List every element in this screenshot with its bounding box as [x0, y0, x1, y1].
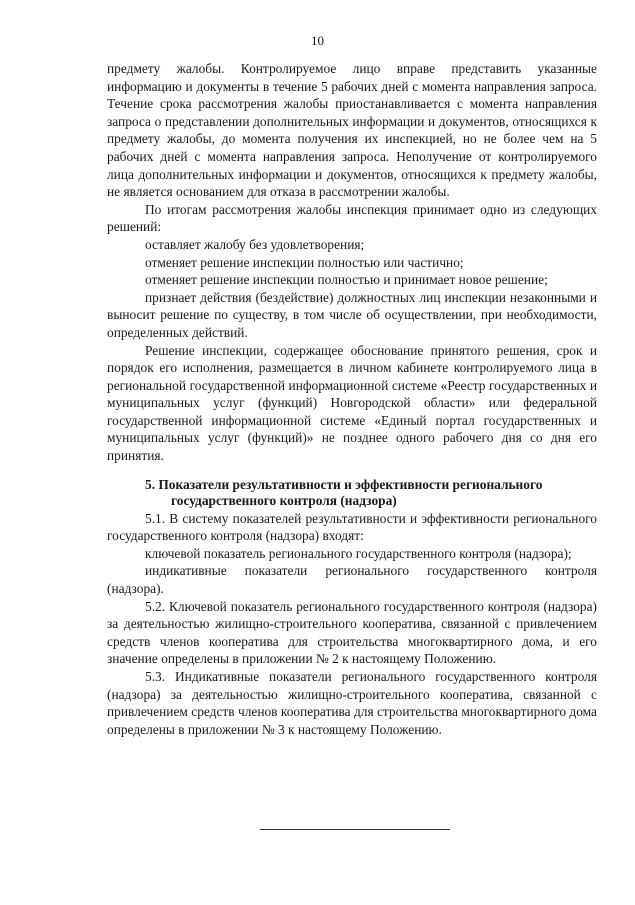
decision-item: оставляет жалобу без удовлетворения;	[145, 236, 365, 252]
section-5-heading	[107, 477, 597, 510]
end-of-document-line	[260, 829, 450, 830]
paragraph-complaint-documents: предмету жалобы. Контролируемое лицо вправе представить указанные информацию и документы в течение 5 рабочих дней с момента направления запроса. Течение срока рассмотрения жалобы приостанавливается с момента направления запроса о представлении дополнительных информации и документов, относящихся к предмету жалобы, до момента получения их инспекцией, но не более чем на 5 рабочих дней с момента направления запроса. Неполучение от контролируемого лица дополнительных информации и документов, относящихся к предмету жалобы, не является основанием для отказа в рассмотрении жалобы.	[107, 61, 597, 200]
decision-item: отменяет решение инспекции полностью и принимает новое решение;	[145, 272, 548, 288]
paragraph-5-1: 5.1. В систему показателей результативности и эффективности регионального государственного контроля (надзора) входят:	[107, 510, 597, 544]
paragraph-decision-publication: Решение инспекции, содержащее обоснование принятого решения, срок и порядок его исполнения, размещается в личном кабинете контролируемого лица в региональной государственной информационной системе «Реестр государственных и муниципальных услуг (функций) Новгородской области» или федеральной государственной информационной системе «Единый портал государственных и муниципальных услуг (функций)» не позднее одного рабочего дня со дня его принятия.	[107, 342, 597, 464]
decision-item-last: признает действия (бездействие) должностных лиц инспекции незаконными и выносит решение по существу, в том числе об осуществлении, при необходимости, определенных действий.	[107, 289, 597, 340]
document-body	[107, 60, 597, 738]
decision-item: отменяет решение инспекции полностью или частично;	[145, 254, 464, 270]
section-5-heading-line1: 5. Показатели результативности и эффективности регионального	[145, 476, 543, 492]
paragraph-5-1-indicative-indicators: индикативные показатели регионального государственного контроля (надзора).	[107, 563, 597, 597]
paragraph-5-2: 5.2. Ключевой показатель регионального государственного контроля (надзора) за деятельностью жилищно-строительного кооператива, связанной с привлечением средств членов кооператива для строительства многоквартирного дома, и его значение определены в приложении № 2 к настоящему Положению.	[107, 598, 597, 667]
paragraph-5-3: 5.3. Индикативные показатели регионального государственного контроля (надзора) за деятельностью жилищно-строительного кооператива, связанной с привлечением средств членов кооператива для строительства многоквартирного дома определены в приложении № 3 к настоящему Положению.	[107, 669, 597, 737]
section-5-heading-line2: государственного контроля (надзора)	[171, 493, 397, 509]
paragraph-5-1-key-indicator: ключевой показатель регионального государственного контроля (надзора);	[145, 545, 572, 561]
page-number: 10	[311, 33, 324, 48]
paragraph-decisions-intro: По итогам рассмотрения жалобы инспекция принимает одно из следующих решений:	[107, 201, 597, 235]
